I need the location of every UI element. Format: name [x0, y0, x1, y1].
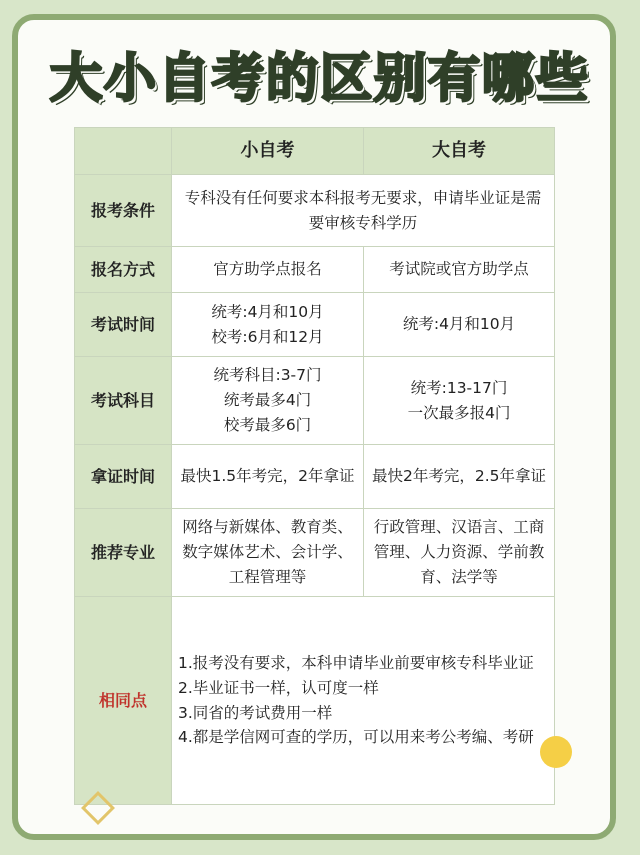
comparison-table	[74, 127, 555, 805]
decorative-circle-icon	[540, 736, 572, 768]
same-point-item: 3.同省的考试费用一样	[178, 703, 333, 722]
cell-small: 最快1.5年考完，2年拿证	[172, 445, 364, 509]
same-point-item: 4.都是学信网可查的学历，可以用来考公考编、考研	[178, 728, 534, 747]
table-row	[75, 247, 555, 293]
table-row	[75, 357, 555, 445]
cell-big: 最快2年考完，2.5年拿证	[364, 445, 555, 509]
cell-big: 考试院或官方助学点	[364, 247, 555, 293]
cell-big: 统考:13-17门 一次最多报4门	[364, 357, 555, 445]
merged-cell: 专科没有任何要求本科报考无要求，申请毕业证是需要审核专科学历	[172, 175, 555, 247]
row-label: 考试科目	[75, 357, 172, 445]
table-row	[75, 445, 555, 509]
cell-small: 网络与新媒体、教育类、数字媒体艺术、会计学、工程管理等	[172, 509, 364, 597]
table-row	[75, 175, 555, 247]
cell-big: 统考:4月和10月	[364, 293, 555, 357]
same-point-item: 2.毕业证书一样，认可度一样	[178, 678, 379, 697]
header-blank	[75, 128, 172, 175]
cell-small: 统考:4月和10月 校考:6月和12月	[172, 293, 364, 357]
row-label: 考试时间	[75, 293, 172, 357]
row-label: 报名方式	[75, 247, 172, 293]
row-label: 拿证时间	[75, 445, 172, 509]
header-small-exam: 小自考	[172, 128, 364, 175]
table-row	[75, 509, 555, 597]
cell-small: 统考科目:3-7门 统考最多4门 校考最多6门	[172, 357, 364, 445]
page-title: 大小自考的区别有哪些	[49, 49, 590, 109]
cell-small: 官方助学点报名	[172, 247, 364, 293]
row-label-same: 相同点	[75, 597, 172, 805]
table-row	[75, 597, 555, 805]
same-point-item: 1.报考没有要求，本科申请毕业前要审核专科毕业证	[178, 653, 534, 672]
cell-big: 行政管理、汉语言、工商管理、人力资源、学前教育、法学等	[364, 509, 555, 597]
header-big-exam: 大自考	[364, 128, 555, 175]
row-label: 推荐专业	[75, 509, 172, 597]
table-header-row	[75, 128, 555, 175]
same-points-cell	[172, 597, 555, 805]
table-row	[75, 293, 555, 357]
row-label: 报考条件	[75, 175, 172, 247]
